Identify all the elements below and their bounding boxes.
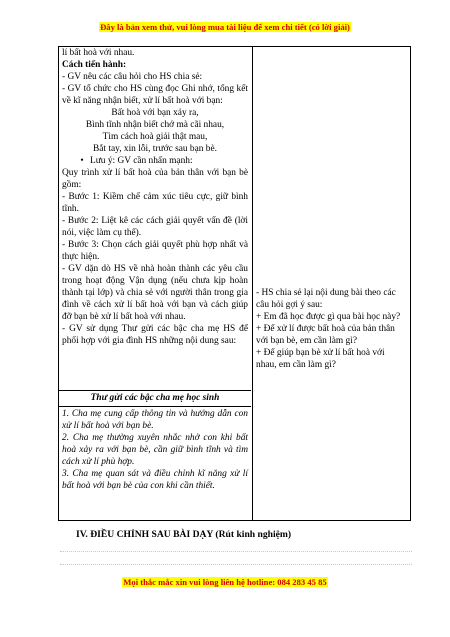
method-line: - GV nêu các câu hỏi cho HS chia sẻ:: [62, 72, 203, 82]
poem-line: Bắt tay, xin lỗi, trước sau bạn bè.: [93, 144, 217, 154]
letter-item: 2. Cha mẹ thường xuyên nhắc nhở con khi bất hoà xảy ra với bạn bè, cần giữ bình tĩnh và tìm cách xử lí phù hợp.: [62, 433, 248, 467]
letter-use-text: - GV sử dụng Thư gửi các bậc cha mẹ HS để phối hợp với gia đình HS những nội dung sau:: [62, 324, 248, 346]
poem-line: Bất hoà với bạn xảy ra,: [111, 108, 199, 118]
intro-text: lí bất hoà với nhau.: [62, 48, 135, 58]
hotline-banner-text: Mọi thắc mắc xin vui lòng liên hệ hotline: 084 283 45 85: [123, 577, 327, 587]
preview-banner-text: Đây là bản xem thử, vui lòng mua tài liệu để xem chi tiết (có lời giải): [100, 22, 350, 32]
preview-banner: [0, 22, 450, 32]
notes-line: [60, 551, 412, 552]
lesson-table: [58, 46, 411, 521]
column-divider: [252, 47, 253, 520]
note-bullet: • Lưu ý: GV cần nhấn mạnh:: [62, 155, 248, 167]
section-heading: IV. ĐIỀU CHỈNH SAU BÀI DẠY (Rút kinh nghiệm): [76, 529, 292, 540]
letter-body: [59, 407, 251, 492]
letter-item: 3. Cha mẹ quan sát và điều chỉnh kĩ năng xử lí bất hoà với bạn bè của con khi cần thiết.: [62, 469, 248, 491]
process-text: Quy trình xử lí bất hoà của bản thân với bạn bè gồm:: [62, 168, 248, 190]
poem-line: Tìm cách hoà giải thật mau,: [102, 132, 208, 142]
method-heading: Cách tiến hành:: [62, 60, 127, 70]
notes-line: [60, 564, 412, 565]
step-item: - Bước 1: Kiềm chế cảm xúc tiêu cực, giữ bình tĩnh.: [62, 192, 248, 214]
step-item: - Bước 2: Liệt kê các cách giải quyết vấn đề (lời nói, việc làm cụ thể).: [62, 216, 248, 238]
homework-text: - GV dặn dò HS về nhà hoàn thành các yêu cầu trong hoạt động Vận dụng (nếu chưa kịp hoàn thành tại lớp) và chia sẻ với người thân trong gia đình về cách xử lí bất hoà với bạn và cách giúp đỡ bạn bè xử lí bất hoà với nhau.: [62, 264, 248, 322]
student-line: + Để giúp bạn bè xử lí bất hoà với nhau, em cần làm gì?: [256, 348, 385, 370]
student-activity-column: [256, 287, 406, 371]
letter-item: 1. Cha mẹ cung cấp thông tin và hướng dẫn con xử lí bất hoà với bạn bè.: [62, 409, 248, 431]
step-item: - Bước 3: Chọn cách giải quyết phù hợp nhất và thực hiện.: [62, 240, 248, 262]
method-line: - GV tổ chức cho HS cùng đọc Ghi nhớ, tổng kết về kĩ năng nhận biết, xử lí bất hoà với bạn:: [62, 84, 248, 106]
student-line: + Để xử lí được bất hoà của bản thân với bạn bè, em cần làm gì?: [256, 324, 395, 346]
teacher-activity-column: [62, 47, 248, 347]
student-line: - HS chia sẻ lại nội dung bài theo các câu hỏi gợi ý sau:: [256, 288, 396, 310]
hotline-banner: [0, 577, 450, 587]
letter-title: Thư gửi các bậc cha mẹ học sinh: [59, 391, 251, 407]
student-line: + Em đã học được gì qua bài học này?: [256, 312, 401, 322]
parent-letter-box: [59, 390, 251, 522]
poem-line: Bình tĩnh nhận biết chớ mà cãi nhau,: [85, 120, 225, 130]
